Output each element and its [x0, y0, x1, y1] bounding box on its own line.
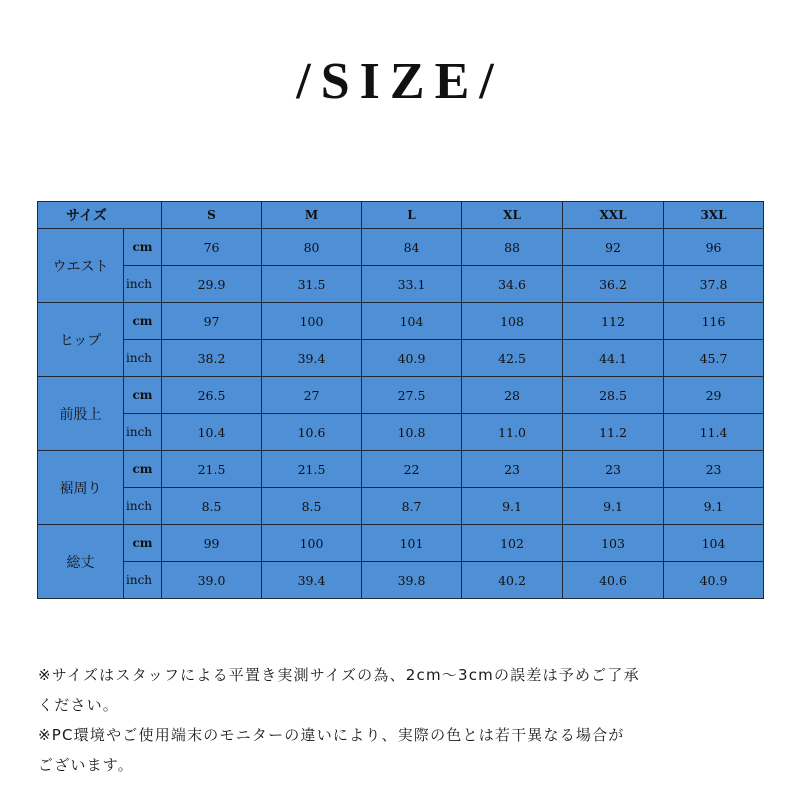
value-cell: 97 [162, 303, 262, 340]
value-cell: 76 [162, 229, 262, 266]
table-row [38, 414, 764, 451]
value-cell: 99 [162, 525, 262, 562]
value-cell: 84 [362, 229, 462, 266]
value-cell: 34.6 [462, 266, 563, 303]
value-cell: 31.5 [262, 266, 362, 303]
value-cell: 29 [664, 377, 764, 414]
table-row [38, 562, 764, 599]
value-cell: 112 [563, 303, 664, 340]
value-cell: 92 [563, 229, 664, 266]
value-cell: 10.4 [162, 414, 262, 451]
size-header-row [38, 202, 764, 229]
value-cell: 38.2 [162, 340, 262, 377]
value-cell: 39.0 [162, 562, 262, 599]
value-cell: 100 [262, 303, 362, 340]
value-cell: 9.1 [664, 488, 764, 525]
value-cell: 116 [664, 303, 764, 340]
measurement-label: ウエスト [38, 229, 124, 303]
note-line: ※サイズはスタッフによる平置き実測サイズの為、2cm～3cmの誤差は予めご了承 [38, 666, 640, 684]
size-table-body [38, 202, 764, 599]
page-title: /SIZE/ [296, 53, 504, 110]
value-cell: 96 [664, 229, 764, 266]
value-cell: 28.5 [563, 377, 664, 414]
value-cell: 39.8 [362, 562, 462, 599]
table-row [38, 303, 764, 340]
table-row [38, 229, 764, 266]
size-header-cell: XXL [563, 202, 664, 229]
value-cell: 37.8 [664, 266, 764, 303]
unit-label: inch [124, 340, 162, 377]
value-cell: 11.4 [664, 414, 764, 451]
note-line: ※PC環境やご使用端末のモニターの違いにより、実際の色とは若干異なる場合が [38, 726, 625, 744]
value-cell: 102 [462, 525, 563, 562]
value-cell: 42.5 [462, 340, 563, 377]
value-cell: 8.5 [262, 488, 362, 525]
size-header-label: サイズ [38, 202, 162, 229]
unit-label: cm [124, 303, 162, 340]
value-cell: 40.6 [563, 562, 664, 599]
value-cell: 27 [262, 377, 362, 414]
size-header-cell: XL [462, 202, 563, 229]
value-cell: 45.7 [664, 340, 764, 377]
unit-label: inch [124, 266, 162, 303]
value-cell: 44.1 [563, 340, 664, 377]
value-cell: 36.2 [563, 266, 664, 303]
size-header-cell: S [162, 202, 262, 229]
value-cell: 11.2 [563, 414, 664, 451]
value-cell: 26.5 [162, 377, 262, 414]
unit-label: cm [124, 451, 162, 488]
unit-label: cm [124, 229, 162, 266]
value-cell: 23 [462, 451, 563, 488]
value-cell: 104 [362, 303, 462, 340]
value-cell: 103 [563, 525, 664, 562]
unit-label: cm [124, 525, 162, 562]
unit-label: cm [124, 377, 162, 414]
table-row [38, 340, 764, 377]
value-cell: 104 [664, 525, 764, 562]
value-cell: 10.8 [362, 414, 462, 451]
note-line: ください。 [38, 696, 120, 714]
value-cell: 8.7 [362, 488, 462, 525]
value-cell: 101 [362, 525, 462, 562]
value-cell: 23 [563, 451, 664, 488]
value-cell: 39.4 [262, 340, 362, 377]
value-cell: 22 [362, 451, 462, 488]
value-cell: 29.9 [162, 266, 262, 303]
size-header-cell: 3XL [664, 202, 764, 229]
table-row [38, 451, 764, 488]
value-cell: 88 [462, 229, 563, 266]
value-cell: 10.6 [262, 414, 362, 451]
size-header-cell: L [362, 202, 462, 229]
unit-label: inch [124, 562, 162, 599]
note-line: ございます。 [38, 756, 135, 774]
size-table [37, 201, 764, 599]
value-cell: 8.5 [162, 488, 262, 525]
value-cell: 9.1 [462, 488, 563, 525]
unit-label: inch [124, 414, 162, 451]
value-cell: 27.5 [362, 377, 462, 414]
value-cell: 80 [262, 229, 362, 266]
value-cell: 33.1 [362, 266, 462, 303]
measurement-label: ヒップ [38, 303, 124, 377]
table-row [38, 377, 764, 414]
value-cell: 40.2 [462, 562, 563, 599]
measurement-label: 裾周り [38, 451, 124, 525]
value-cell: 23 [664, 451, 764, 488]
value-cell: 39.4 [262, 562, 362, 599]
value-cell: 100 [262, 525, 362, 562]
value-cell: 11.0 [462, 414, 563, 451]
value-cell: 40.9 [362, 340, 462, 377]
size-header-cell: M [262, 202, 362, 229]
unit-label: inch [124, 488, 162, 525]
table-row [38, 488, 764, 525]
table-row [38, 266, 764, 303]
value-cell: 28 [462, 377, 563, 414]
value-cell: 21.5 [162, 451, 262, 488]
value-cell: 9.1 [563, 488, 664, 525]
value-cell: 40.9 [664, 562, 764, 599]
measurement-label: 総丈 [38, 525, 124, 599]
table-row [38, 525, 764, 562]
measurement-label: 前股上 [38, 377, 124, 451]
notes [38, 660, 768, 780]
value-cell: 108 [462, 303, 563, 340]
value-cell: 21.5 [262, 451, 362, 488]
